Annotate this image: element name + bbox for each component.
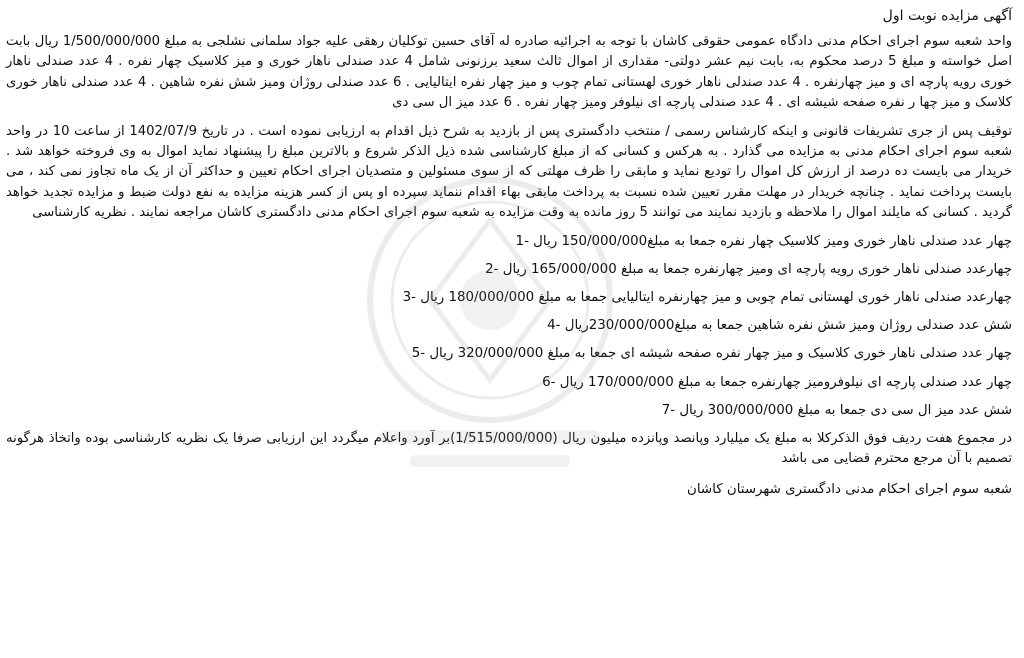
- appraisal-item-5: چهار عدد صندلی ناهار خوری کلاسیک و میز چهار نفره صفحه شیشه ای جمعا به مبلغ 320/000/000 ریال -5: [411, 346, 1012, 362]
- appraisal-item-3: چهارعدد صندلی ناهار خوری لهستانی تمام چوبی و میز چهارنفره ایتالیایی جمعا به مبلغ 180/000/000 ریال -3: [402, 290, 1012, 306]
- appraisal-item-1: چهار عدد صندلی ناهار خوری ومیز کلاسیک چهار نفره جمعا به مبلغ150/000/000 ریال -1: [515, 233, 1012, 249]
- appraisal-item-7: شش عدد میز ال سی دی جمعا به مبلغ 300/000/000 ریال -7: [661, 402, 1012, 418]
- notice-terms-paragraph: توقیف پس از جری تشریفات قانونی و اینکه کارشناس رسمی / منتخب دادگستری پس از بازدید به شرح ذیل اقدام به ارزیابی نموده است . در تاریخ 1402/07/9 از ساعت 10 در واحد شعبه سوم اجرای احکام مدنی به مزایده می گذارد . به هرکس و کسانی که از مبلغ کارشناسی شده ذیل الذکر شروع و بالاترین مبلغ را پیشنهاد نماید اموال به وی فروخته خواهد شد . خریدار می بایست ده درصد از ارزش کل اموال را تودیع نماید و مابقی را ظرف مهلتی که از سوی مسئولین و متصدیان اجرای احکام تعیین و حداکثر آن از یک ماه تجاوز نمی کند ، می بایست پرداخت نماید . چنانچه خریدار در مهلت مقرر تعیین شده نسبت به پرداخت مابقی بهاء اقدام ننماید سپرده او پس از کسر هزینه مزایده به نفع دولت ضبط و مزایده تجدید خواهد گردید . کسانی که مایلند اموال را ملاحظه و بازدید نمایند می توانند 5 روز مانده به وقت مزایده به شعبه سوم اجرای احکام مدنی دادگستری کاشان مراجعه نمایند . نظریه کارشناسی: [6, 123, 1012, 221]
- appraisal-item-4: شش عدد صندلی روژان ومیز شش نفره شاهین جمعا به مبلغ230/000/000ریال -4: [547, 318, 1012, 334]
- issuing-office-signature: شعبه سوم اجرای احکام مدنی دادگستری شهرستان کاشان: [687, 481, 1012, 497]
- appraisal-summary-paragraph: در مجموع هفت ردیف فوق الذکرکلا به مبلغ یک میلیارد وپانصد وپانزده میلیون ریال (1/515/000/000)بر آورد واعلام میگردد این ارزیابی صرفا یک نظریه کارشناسی بوده واتخاذ هرگونه تصمیم با آن مرجع محترم قضایی می باشد: [6, 430, 1012, 467]
- appraisal-item-6: چهار عدد صندلی پارچه ای نیلوفرومیز چهارنفره جمعا به مبلغ 170/000/000 ریال -6: [542, 374, 1012, 390]
- notice-intro-paragraph: واحد شعبه سوم اجرای احکام مدنی دادگاه عمومی حقوقی کاشان با توجه به اجرائیه صادره له آقای حسین توکلیان رهقی علیه جواد سلمانی نشلجی به مبلغ 1/500/000/000 ریال بابت اصل خواسته و مبلغ 5 درصد محکوم به، بابت نیم عشر دولتی- مقداری از اموال ثالث سعید برزنونی شامل 4 عدد صندلی ناهار خوری و میز کلاسیک چهار نفره . 4 عدد صندلی ناهار خوری رویه پارچه ای و میز چهارنفره . 4 عدد صندلی ناهار خوری لهستانی تمام چوب و میز چهار نفره ایتالیایی . 6 عدد صندلی روژان ومیز شش نفره شاهین . 4 عدد صندلی ناهار خوری کلاسک و میز چها ر نفره صفحه شیشه ای . 4 عدد صندلی پارچه ای نیلوفر ومیز چهار نفره . 6 عدد میز ال سی دی: [6, 34, 1012, 111]
- notice-title: آگهی مزایده نوبت اول: [882, 8, 1012, 24]
- appraisal-items-list: [6, 232, 1012, 425]
- appraisal-item-2: چهارعدد صندلی ناهار خوری رویه پارچه ای ومیز چهارنفره جمعا به مبلغ 165/000/000 ریال -2: [485, 261, 1012, 277]
